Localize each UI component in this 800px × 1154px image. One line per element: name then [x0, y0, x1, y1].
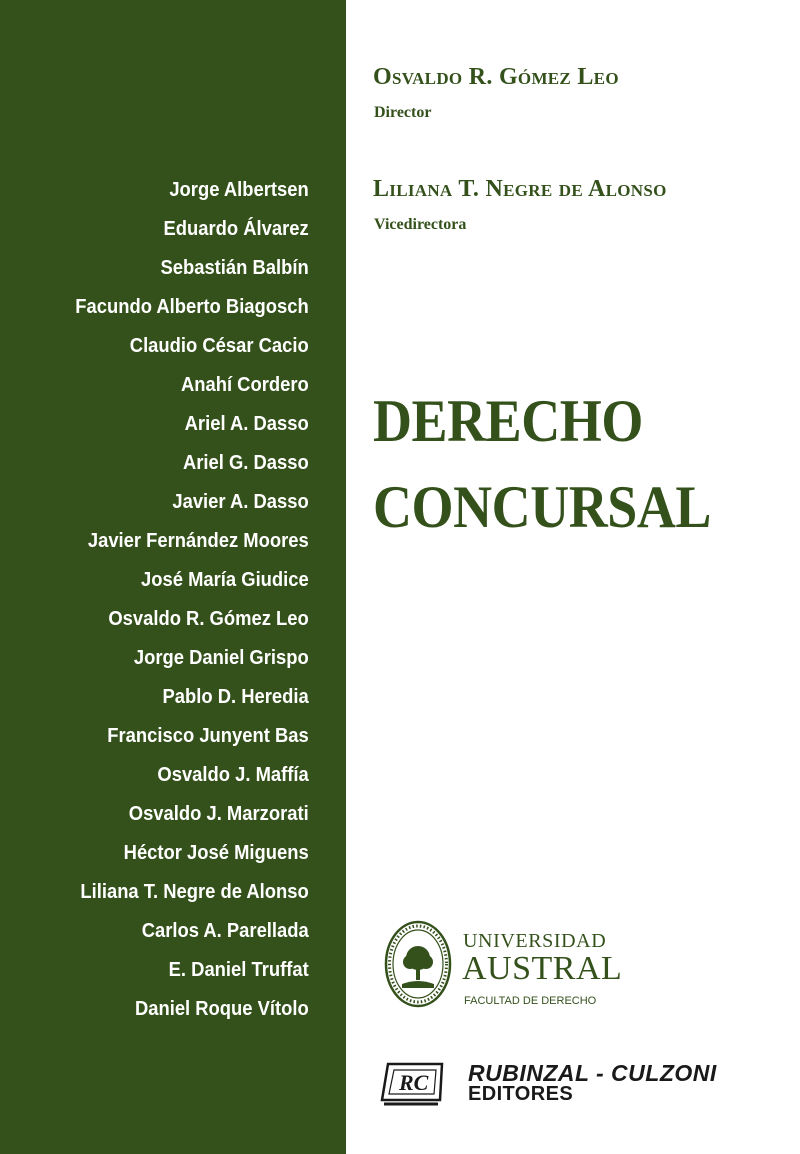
author-name: Carlos A. Parellada [141, 920, 309, 942]
university-faculty: FACULTAD DE DERECHO [464, 995, 597, 1007]
author-name: Eduardo Álvarez [163, 218, 309, 240]
publisher-logo-text: RC [399, 1070, 429, 1095]
author-list [55, 174, 309, 1032]
publisher-logo-icon [380, 1054, 450, 1106]
author-panel [0, 0, 346, 1154]
university-seal-icon [384, 920, 452, 1008]
author-name: E. Daniel Truffat [168, 959, 309, 981]
director-role: Director [374, 104, 432, 121]
vicedirector-name: Liliana T. Negre de Alonso [373, 176, 667, 202]
author-name: Javier A. Dasso [172, 491, 309, 513]
author-name: José María Giudice [141, 569, 309, 591]
author-name: Jorge Daniel Grispo [134, 647, 309, 669]
author-name: Héctor José Miguens [123, 842, 309, 864]
author-name: Ariel G. Dasso [183, 452, 309, 474]
author-name: Osvaldo J. Maffía [157, 764, 309, 786]
author-name: Anahí Cordero [181, 374, 309, 396]
director-name: Osvaldo R. Gómez Leo [373, 64, 619, 90]
author-name: Facundo Alberto Biagosch [75, 296, 309, 318]
author-name: Ariel A. Dasso [184, 413, 309, 435]
author-name: Francisco Junyent Bas [107, 725, 309, 747]
publisher-name: RUBINZAL - CULZONI [468, 1060, 717, 1086]
author-name: Daniel Roque Vítolo [135, 998, 309, 1020]
book-title-line-2: CONCURSAL [373, 474, 711, 540]
author-name: Pablo D. Heredia [162, 686, 309, 708]
publisher-subtitle: EDITORES [468, 1083, 574, 1105]
author-name: Claudio César Cacio [130, 335, 309, 357]
author-name: Jorge Albertsen [169, 179, 309, 201]
author-name: Osvaldo R. Gómez Leo [108, 608, 309, 630]
author-name: Osvaldo J. Marzorati [129, 803, 309, 825]
university-name-line-2: AUSTRAL [462, 950, 623, 987]
author-name: Liliana T. Negre de Alonso [80, 881, 309, 903]
book-title-line-1: DERECHO [373, 388, 643, 454]
vicedirector-role: Vicedirectora [374, 216, 467, 233]
author-name: Sebastián Balbín [160, 257, 309, 279]
university-name-line-1: UNIVERSIDAD [463, 930, 607, 952]
author-name: Javier Fernández Moores [88, 530, 309, 552]
